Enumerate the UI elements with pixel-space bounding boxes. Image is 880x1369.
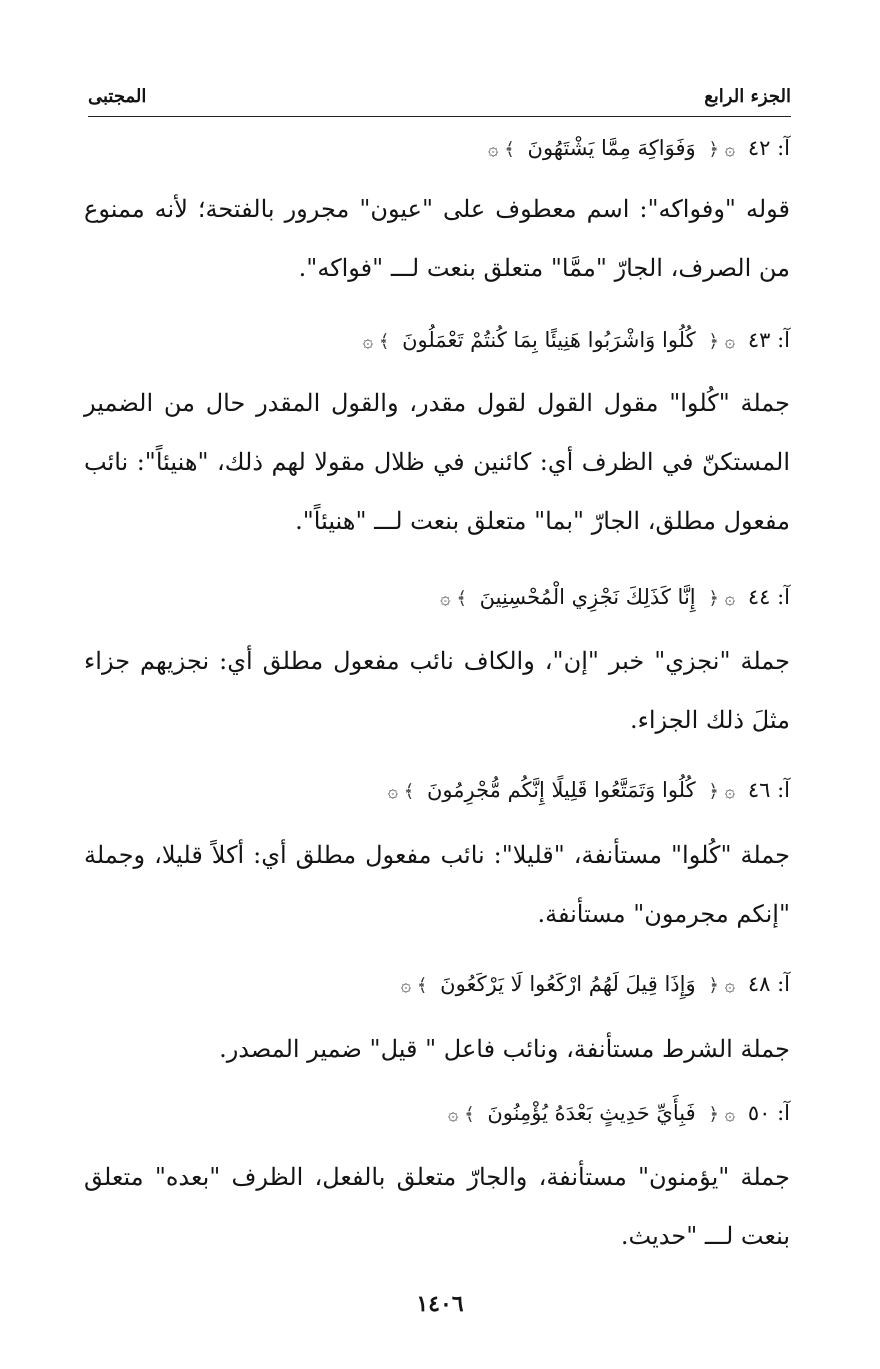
quran-verse: وَإِذَا قِيلَ لَهُمُ ارْكَعُوا لَا يَرْكَعُونَ (440, 972, 696, 996)
verse-ref: آ: ٤٤ (747, 585, 790, 609)
page-header (88, 86, 791, 117)
verse-ref: آ: ٤٨ (747, 972, 790, 996)
verse-line (190, 770, 790, 810)
book-title: المجتبى (88, 86, 147, 107)
commentary-paragraph: جملة "نجزي" خبر "إن"، والكاف نائب مفعول مطلق أي: نجزيهم جزاء مثلَ ذلك الجزاء. (84, 647, 790, 734)
ornament-close-icon: ﴾ ۞ (447, 1104, 475, 1125)
quran-verse: فَبِأَيِّ حَدِيثٍ بَعْدَهُ يُؤْمِنُونَ (487, 1101, 696, 1125)
verse-ref: آ: ٤٦ (747, 778, 790, 802)
ornament-open-icon: ۞ ﴿ (708, 331, 736, 352)
quran-verse: كُلُوا وَتَمَتَّعُوا قَلِيلًا إِنَّكُم مُّجْرِمُونَ (427, 778, 696, 802)
quran-verse: كُلُوا وَاشْرَبُوا هَنِيئًا بِمَا كُنتُمْ تَعْمَلُونَ (402, 328, 696, 352)
ornament-close-icon: ﴾ ۞ (387, 781, 415, 802)
verse-ref: آ: ٥٠ (747, 1101, 790, 1125)
part-title: الجزء الرابع (704, 86, 791, 107)
verse-line (190, 320, 790, 360)
verse-ref: آ: ٤٢ (747, 136, 790, 160)
quran-verse: وَفَوَاكِهَ مِمَّا يَشْتَهُونَ (527, 136, 696, 160)
quran-verse: إِنَّا كَذَلِكَ نَجْزِي الْمُحْسِنِينَ (479, 585, 696, 609)
ornament-open-icon: ۞ ﴿ (708, 139, 736, 160)
commentary-paragraph: جملة "كُلوا" مستأنفة، "قليلا": نائب مفعول مطلق أي: أكلاً قليلا، وجملة "إنكم مجرمون" مستأنفة. (84, 841, 791, 928)
ornament-open-icon: ۞ ﴿ (708, 781, 736, 802)
commentary-paragraph: جملة "كُلوا" مقول القول لقول مقدر، والقول المقدر حال من الضمير المستكنّ في الظرف أي: كائنين في ظلال مقولا لهم ذلك، "هنيئاً": نائب مفعول مطلق، الجارّ "بما" متعلق بنعت لـــ "هنيئاً". (84, 389, 790, 535)
verse-line (190, 964, 790, 1004)
commentary-paragraph: قوله "وفواكه": اسم معطوف على "عيون" مجرور بالفتحة؛ لأنه ممنوع من الصرف، الجارّ "ممَّا" متعلق بنعت لـــ "فواكه". (84, 195, 790, 282)
ornament-close-icon: ﴾ ۞ (488, 139, 515, 160)
commentary-paragraph: جملة "يؤمنون" مستأنفة، والجارّ متعلق بالفعل، الظرف "بعده" متعلق بنعت لـــ "حديث. (84, 1163, 790, 1250)
verse-line (190, 1093, 790, 1133)
ornament-open-icon: ۞ ﴿ (708, 975, 736, 996)
ornament-open-icon: ۞ ﴿ (708, 588, 736, 609)
page-number: ١٤٠٦ (416, 1291, 464, 1317)
ornament-open-icon: ۞ ﴿ (708, 1104, 736, 1125)
ornament-close-icon: ﴾ ۞ (362, 331, 390, 352)
commentary-paragraph: جملة الشرط مستأنفة، ونائب فاعل " قيل" ضمير المصدر. (219, 1035, 790, 1063)
verse-ref: آ: ٤٣ (747, 328, 790, 352)
verse-line (190, 577, 790, 617)
verse-line (190, 128, 790, 168)
ornament-close-icon: ﴾ ۞ (440, 588, 467, 609)
ornament-close-icon: ﴾ ۞ (400, 975, 428, 996)
